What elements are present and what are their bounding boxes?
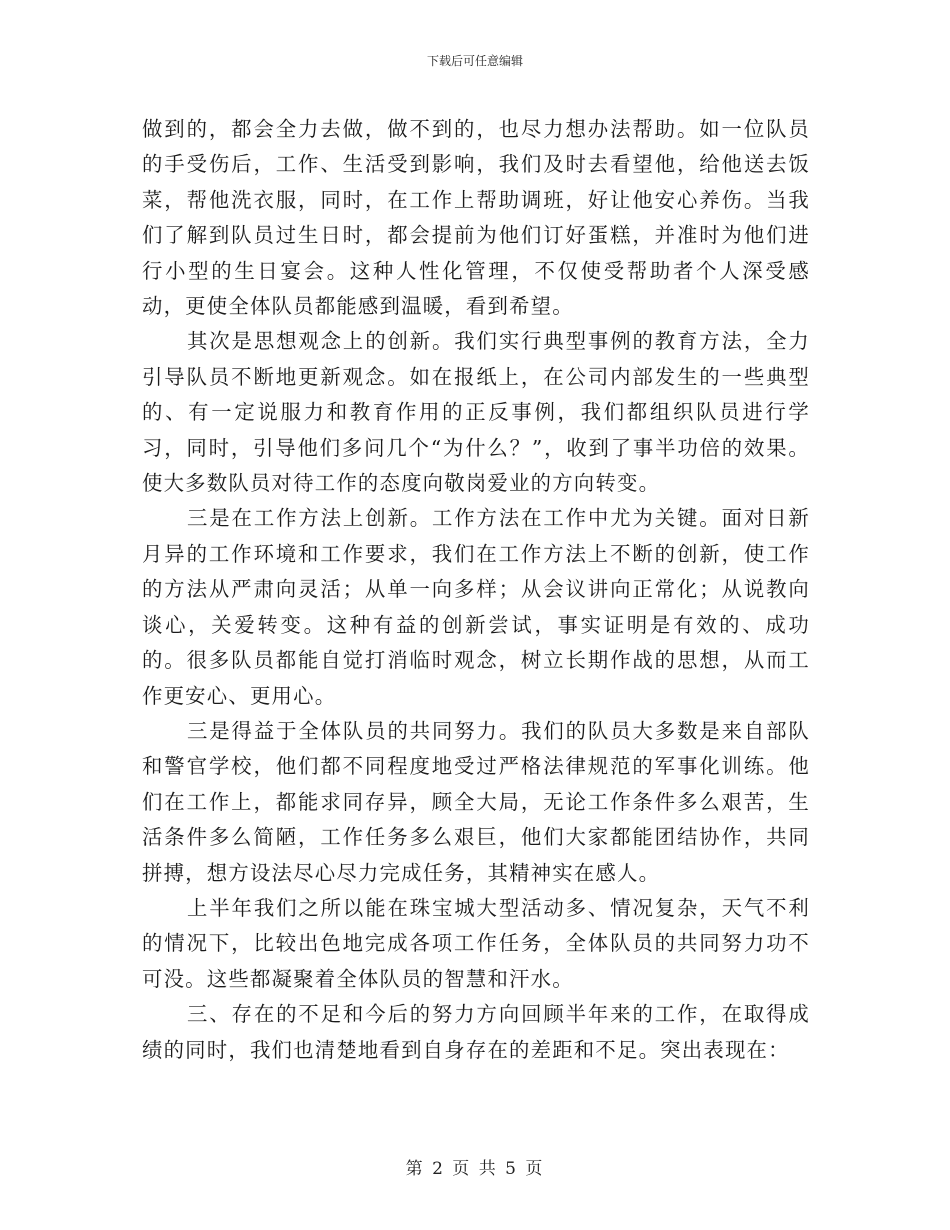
paragraph: 做到的，都会全力去做，做不到的，也尽力想办法帮助。如一位队员的手受伤后，工作、生活受到影响，我们及时去看望他，给他送去饭菜，帮他洗衣服，同时，在工作上帮助调班，好让他安心养伤。当我们了解到队员过生日时，都会提前为他们订好蛋糕，并准时为他们进行小型的生日宴会。这种人性化管理，不仅使受帮助者个人深受感动，更使全体队员都能感到温暖，看到希望。 [142, 117, 810, 319]
paragraph: 其次是思想观念上的创新。我们实行典型事例的教育方法，全力引导队员不断地更新观念。如在报纸上，在公司内部发生的一些典型的、有一定说服力和教育作用的正反事例，我们都组织队员进行学习，同时，引导他们多问几个“为什么？”，收到了事半功倍的效果。使大多数队员对待工作的态度向敬岗爱业的方向转变。 [142, 329, 810, 496]
paragraph: 上半年我们之所以能在珠宝城大型活动多、情况复杂，天气不利的情况下，比较出色地完成各项工作任务，全体队员的共同努力功不可没。这些都凝聚着全体队员的智慧和汗水。 [142, 895, 810, 991]
paragraph: 三是在工作方法上创新。工作方法在工作中尤为关键。面对日新月异的工作环境和工作要求，我们在工作方法上不断的创新，使工作的方法从严肃向灵活；从单一向多样；从会议讲向正常化；从说教向谈心，关爱转变。这种有益的创新尝试，事实证明是有效的、成功的。很多队员都能自觉打消临时观念，树立长期作战的思想，从而工作更安心、更用心。 [142, 506, 810, 708]
paragraph: 三是得益于全体队员的共同努力。我们的队员大多数是来自部队和警官学校，他们都不同程度地受过严格法律规范的军事化训练。他们在工作上，都能求同存异，顾全大局，无论工作条件多么艰苦，生活条件多么简陋，工作任务多么艰巨，他们大家都能团结协作，共同拼搏，想方设法尽心尽力完成任务，其精神实在感人。 [142, 718, 810, 885]
page-header: 下载后可任意编辑 [426, 54, 523, 68]
document-body [142, 112, 810, 1068]
paragraph: 三、存在的不足和今后的努力方向回顾半年来的工作，在取得成绩的同时，我们也清楚地看到自身存在的差距和不足。突出表现在： [142, 1002, 810, 1062]
page-footer-page-number: 第 2 页 共 5 页 [405, 1159, 545, 1179]
